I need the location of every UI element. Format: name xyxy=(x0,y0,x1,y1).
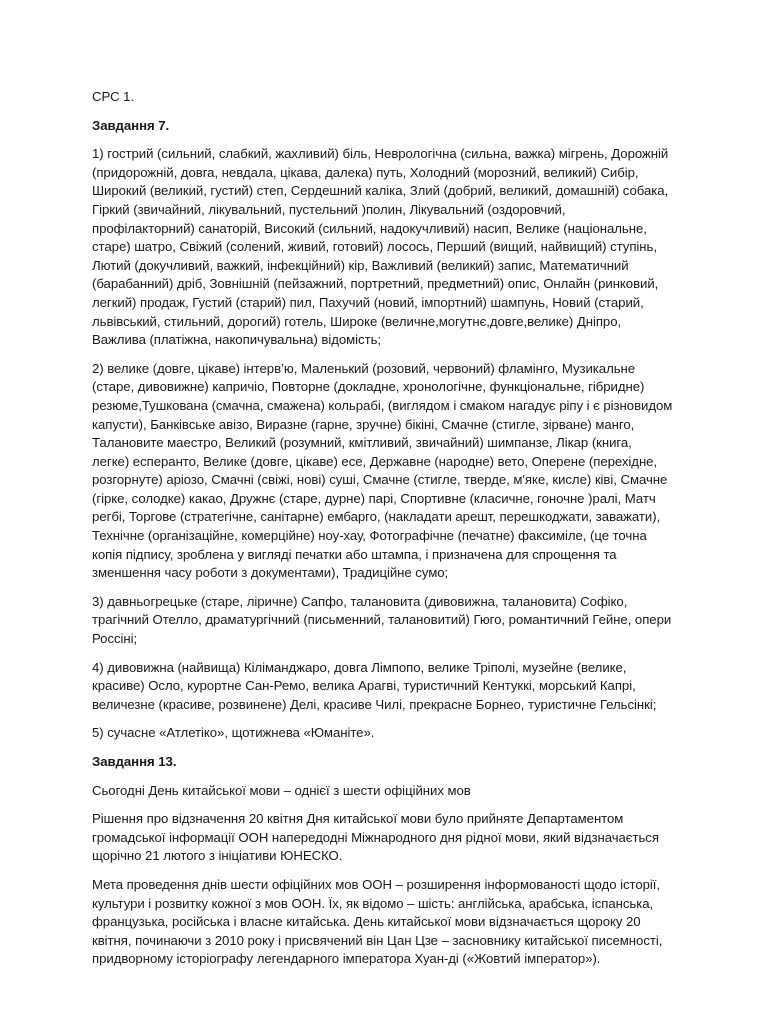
task-13-title: Завдання 13. xyxy=(92,754,177,769)
task-7-title: Завдання 7. xyxy=(92,117,170,133)
task-7-item-5: 5) сучасне «Атлетіко», щотижнева «Юманіте». xyxy=(92,725,375,741)
task-7-item-3: 3) давньогрецьке (старе, ліричне) Сапфо, талановита (дивовижна, талановита) Софіко, трагічний Отелло, драматургічний (письменний, талановитий) Гюго, романтичний Гейне, опери Россіні; xyxy=(92,593,672,647)
task-13-paragraph-3: Мета проведення днів шести офіційних мов ООН – розширення інформованості щодо історії, культури і розвитку кожної з мов ООН. Їх, як відомо – шість: англійська, арабська, іспанська, французька, російська і власне китайська. День китайської мови відзначається щороку 20 квітня, починаючи з 2010 року і присвячений він Цан Цзе – засновнику китайської писемності, придворному історіографу легендарного імператора Хуан-ді («Жовтий імператор»). xyxy=(92,876,663,967)
task-13-paragraph-2: Рішення про відзначення 20 квітня Дня китайської мови було прийняте Департаментом громадської інформації ООН напередодні Міжнародного дня рідної мови, який відзначається щорічно 21 лютого з ініціативи ЮНЕСКО. xyxy=(92,811,659,864)
task-7-item-4: 4) дивовижна (найвища) Кіліманджаро, довга Лімпопо, велике Тріполі, музейне (велике, красиве) Осло, курортне Сан-Ремо, велика Арагві, туристичний Кентуккі, морський Капрі, величезне (красиве, розвинене) Делі, красиве Чилі, прекрасне Борнео, туристичне Гельсінкі; xyxy=(92,659,657,712)
task-7-item-1: 1) гострий (сильний, слабкий, жахливий) біль, Неврологічна (сильна, важка) мігрень, Дорожній (придорожній, довга, невдала, цікава, далека) путь, Холодний (морозний, великий) Сибір, Широкий (великий, густий) степ, Сердешний каліка, Злий (добрий, великий, домашній) собака, Гіркий (звичайний, лікувальний, пустельний )полин, Лікувальний (оздоровчий, профілакторний) санаторій, Високий (сильний, надокучливий) насип, Велике (національне, старе) шатро, Свіжий (солений, живий, готовий) лосось, Перший (вищий, найвищий) ступінь, Лютий (докучливий, важкий, інфекційний) кір, Важливий (великий) запис, Математичний (барабанний) дріб, Зовнішній (пейзажний, портретний, предметний) опис, Онлайн (ринковий, легкий) продаж, Густий (старий) пил, Пахучий (новий, імпортний) шампунь, Новий (старий, львівський, стильний, дорогий) готель, Широке (величне,могутнє,довге,велике) Дніпро, Важлива (платіжна, накопичувальна) відомість; xyxy=(92,146,669,348)
task-7-item-2: 2) велике (довге, цікаве) інтерв’ю, Маленький (розовий, червоний) фламінго, Музикальне (старе, дивовижне) капричіо, Повторне (докладне, хронологічне, функціональне, гібридне) резюме,Тушкована (смачна, смажена) кольрабі, (виглядом і смаком нагадує ріпу і є різновидом капусти), Банківське авізо, Виразне (гарне, зручне) бікіні, Смачне (стигле, зірване) манго, Талановите маестро, Великий (розумний, кмітливий, звичайний) шимпанзе, Лікар (книга, легке) есперанто, Велике (довге, цікаве) есе, Державне (народне) вето, Оперене (перехідне, розгорнуте) аріозо, Смачні (свіжі, нові) суші, Смачне (стигле, тверде, м'яке, кисле) ківі, Смачне (гірке, солодке) какао, Дружнє (старе, дурне) парі, Спортивне (класичне, гоночне )ралі, Матч регбі, Торгове (стратегічне, санітарне) ембарго, (накладати арешт, перешкоджати, заважати), Технічне (організаційне, комерційне) ноу-хау, Фотографічне (печатне) факсиміле, (це точна копія підпису, зроблена у вигляді печатки або штампа, і призначена для спрощення та зменшення часу роботи з документами), Традиційне сумо; xyxy=(92,360,673,581)
task-13-paragraph-1: Сьогодні День китайської мови – однієї з шести офіційних мов xyxy=(92,782,471,798)
document-header: СРС 1. xyxy=(92,89,135,104)
